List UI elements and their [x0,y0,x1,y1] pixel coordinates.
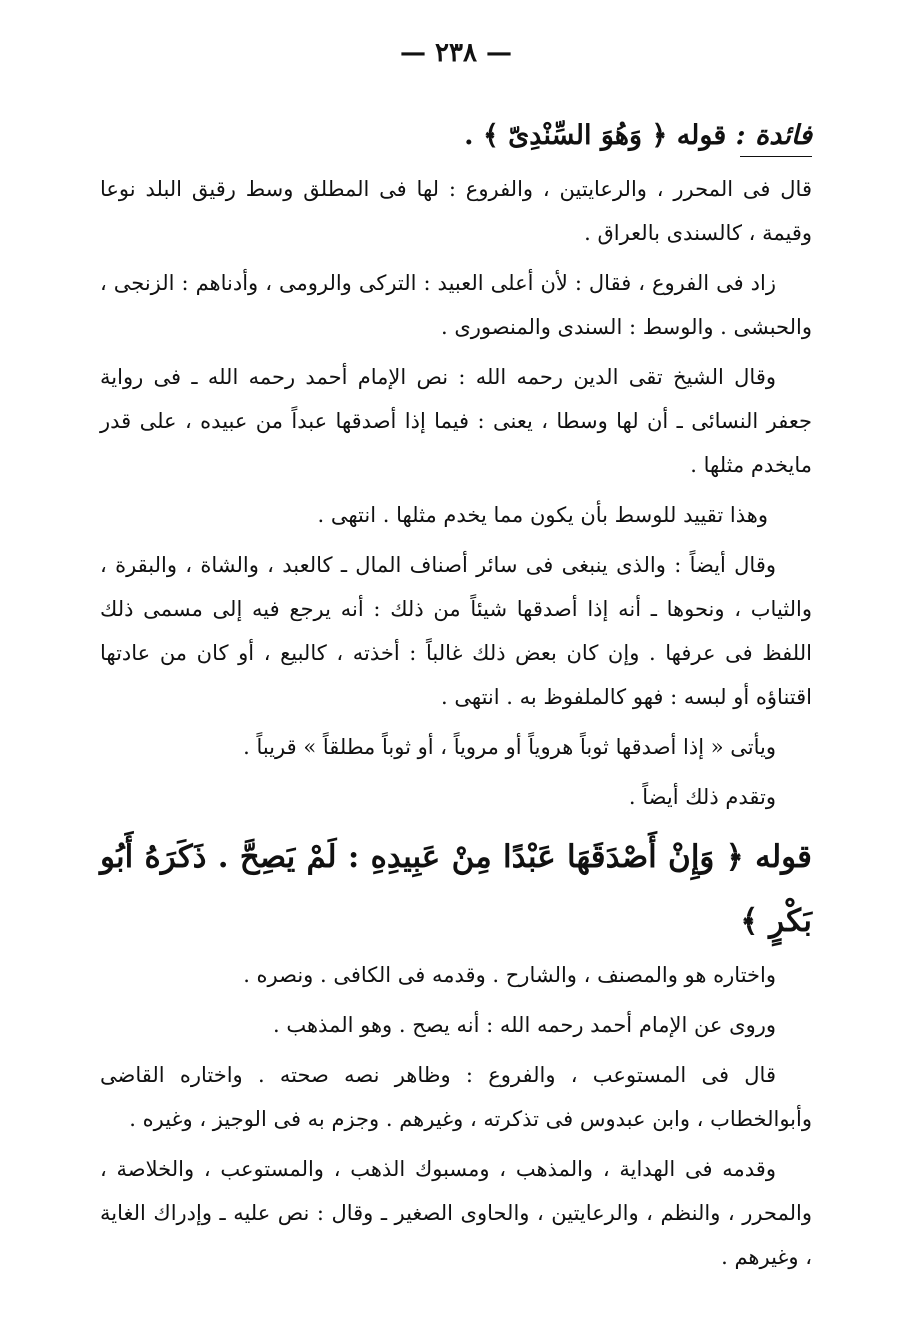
section-heading-quote: قوله ﴿ وَإِنْ أَصْدَقَهَا عَبْدًا مِنْ عَبِيدِهِ : لَمْ يَصِحَّ . ذَكَرَهُ أَبُو بَكْرٍ ﴾ [100,839,812,939]
paragraph: وقال الشيخ تقى الدين رحمه الله : نص الإمام أحمد رحمه الله ـ فى رواية جعفر النسائى ـ أن لها وسطا ، يعنى : فيما إذا أصدقها عبداً من عبيده ، على قدر مايخدم مثلها . [100,365,812,477]
heading-label: فائدة : [735,120,812,151]
section-heading-fayida [100,108,812,164]
paragraph: وتقدم ذلك أيضاً . [628,785,776,809]
paragraph: وهذا تقييد للوسط بأن يكون مما يخدم مثلها . انتهى . [317,503,768,527]
paragraph: وروى عن الإمام أحمد رحمه الله : أنه يصح . وهو المذهب . [272,1013,776,1037]
book-page [100,38,812,1285]
paragraph: وقدمه فى الهداية ، والمذهب ، ومسبوك الذهب ، والمستوعب ، والخلاصة ، والمحرر ، والنظم ، والرعايتين ، والحاوى الصغير ـ وقال : نص عليه ـ وإدراك الغاية ، وغيرهم . [100,1157,812,1269]
heading-quote: قوله ﴿ وَهُوَ السِّنْدِىّ ﴾ . [464,120,727,151]
paragraph: ويأتى « إذا أصدقها ثوباً هروياً أو مروياً ، أو ثوباً مطلقاً » قريباً . [243,735,776,759]
paragraph: قال فى المستوعب ، والفروع : وظاهر نصه صحته . واختاره القاضى وأبوالخطاب ، وابن عبدوس فى تذكرته ، وغيرهم . وجزم به فى الوجيز ، وغيره . [100,1063,812,1131]
paragraph: قال فى المحرر ، والرعايتين ، والفروع : لها فى المطلق وسط رقيق البلد نوعا وقيمة ، كالسندى بالعراق . [100,177,812,245]
page-number: — ٢٣٨ — [399,38,513,68]
paragraph: وقال أيضاً : والذى ينبغى فى سائر أصناف المال ـ كالعبد ، والشاة ، والبقرة ، والثياب ، ونحوها ـ أنه إذا أصدقها شيئاً من ذلك : أنه يرجع فيه إلى مسمى ذلك اللفظ فى عرفها . وإن كان بعض ذلك غالباً : أخذته ، كالبيع ، أو كان من عادتها اقتناؤه أو لبسه : فهو كالملفوظ به . انتهى . [100,553,812,709]
paragraph: واختاره هو والمصنف ، والشارح . وقدمه فى الكافى . ونصره . [243,963,776,987]
paragraph: زاد فى الفروع ، فقال : لأن أعلى العبيد : الترکی والرومی ، وأدناهم : الزنجی ، والحبشی . والوسط : السندی والمنصوری . [100,271,812,339]
